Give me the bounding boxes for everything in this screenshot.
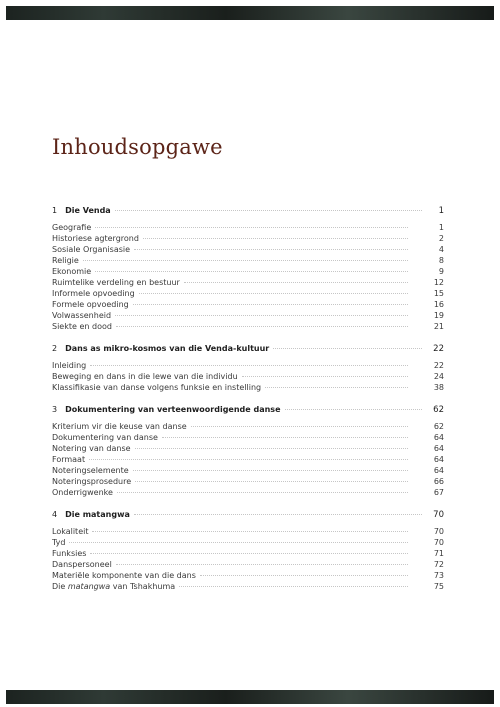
toc-entry-label: Geografie: [52, 223, 92, 232]
toc-entry-page: 70: [433, 527, 444, 536]
toc-entry[interactable]: [52, 421, 444, 432]
toc-entry-page: 71: [433, 549, 444, 558]
toc-entry-label: Formele opvoeding: [52, 300, 129, 309]
toc-entry[interactable]: [52, 371, 444, 382]
dot-leader: [92, 531, 408, 532]
toc-entry-label: Ruimtelike verdeling en bestuur: [52, 278, 180, 287]
toc-entry-label: Lokaliteit: [52, 527, 89, 536]
toc-entry-page: 9: [438, 267, 444, 276]
top-dark-band: [6, 6, 494, 20]
toc-entry[interactable]: [52, 222, 444, 233]
toc-entry[interactable]: [52, 299, 444, 310]
dot-leader: [265, 387, 408, 388]
toc-entry-label: Volwassenheid: [52, 311, 112, 320]
toc-entry-label: Formaat: [52, 455, 86, 464]
toc-entry-page: 8: [438, 256, 444, 265]
toc-entry-page: 73: [433, 571, 444, 580]
toc-entry-page: 21: [433, 322, 444, 331]
label-italic: matangwa: [67, 582, 111, 591]
chapter-title: Die Venda: [65, 206, 111, 215]
toc-entry-page: 66: [433, 477, 444, 486]
toc-entry[interactable]: [52, 548, 444, 559]
toc-entry-label: Noteringselemente: [52, 466, 129, 475]
toc-entry[interactable]: [52, 255, 444, 266]
chapter-number: 2: [52, 344, 58, 353]
chapter-heading[interactable]: [52, 205, 444, 217]
chapter-number: 4: [52, 510, 58, 519]
chapter-page: 70: [433, 510, 444, 520]
toc-entry-page: 15: [433, 289, 444, 298]
toc-entry[interactable]: [52, 382, 444, 393]
toc-entry-label: Funksies: [52, 549, 87, 558]
chapter-2: [52, 343, 444, 393]
label-suffix: van Tshakhuma: [112, 582, 176, 591]
bottom-dark-band: [6, 690, 494, 704]
dot-leader: [285, 409, 423, 410]
dot-leader: [135, 448, 408, 449]
toc-entry[interactable]: [52, 321, 444, 332]
dot-leader: [116, 326, 408, 327]
toc-entry-label: Notering van danse: [52, 444, 131, 453]
dot-leader: [134, 249, 408, 250]
toc-entry[interactable]: [52, 266, 444, 277]
dot-leader: [115, 210, 422, 211]
toc-entry[interactable]: [52, 465, 444, 476]
toc-entry-label: Informele opvoeding: [52, 289, 135, 298]
dot-leader: [95, 271, 408, 272]
toc-entry-page: 22: [433, 361, 444, 370]
toc-entry-page: 64: [433, 433, 444, 442]
toc-entry-label: Siekte en dood: [52, 322, 112, 331]
toc-entry-label: Religie: [52, 256, 79, 265]
toc-entry-label: Historiese agtergrond: [52, 234, 139, 243]
toc-entry[interactable]: [52, 443, 444, 454]
toc-entry-page: 64: [433, 466, 444, 475]
dot-leader: [143, 238, 408, 239]
toc-entry-page: 1: [438, 223, 444, 232]
dot-leader: [115, 315, 408, 316]
toc-entry-page: 19: [433, 311, 444, 320]
dot-leader: [83, 260, 408, 261]
chapter-1: [52, 205, 444, 332]
toc-entry-label: Onderrigwenke: [52, 488, 113, 497]
toc-entry[interactable]: [52, 526, 444, 537]
chapter-title: Die matangwa: [65, 510, 130, 519]
chapter-page: 62: [433, 405, 444, 415]
toc-entry-label: Klassifikasie van danse volgens funksie en instelling: [52, 383, 262, 392]
chapter-title: Dokumentering van verteenwoordigende danse: [65, 405, 281, 414]
toc-entry-page: 4: [438, 245, 444, 254]
toc-entry-label: Beweging en dans in die lewe van die individu: [52, 372, 238, 381]
chapter-heading[interactable]: [52, 509, 444, 521]
dot-leader: [134, 514, 422, 515]
toc-entry-label: Inleiding: [52, 361, 87, 370]
chapter-page: 22: [433, 344, 444, 354]
toc-entry-label: Kriterium vir die keuse van danse: [52, 422, 187, 431]
page-title: Inhoudsopgawe: [52, 135, 223, 159]
dot-leader: [69, 542, 408, 543]
dot-leader: [242, 376, 408, 377]
toc-entry-label: Noteringsprosedure: [52, 477, 132, 486]
dot-leader: [273, 348, 422, 349]
label-prefix: Die: [52, 582, 66, 591]
chapter-4: [52, 509, 444, 592]
toc-entry-label: Dokumentering van danse: [52, 433, 158, 442]
chapter-3: [52, 404, 444, 498]
toc-entry[interactable]: [52, 570, 444, 581]
dot-leader: [184, 282, 408, 283]
dot-leader: [162, 437, 408, 438]
chapter-heading[interactable]: [52, 404, 444, 416]
toc-entry-page: 62: [433, 422, 444, 431]
toc-entry[interactable]: [52, 277, 444, 288]
toc-entry[interactable]: [52, 233, 444, 244]
toc-entry[interactable]: [52, 581, 444, 592]
dot-leader: [139, 293, 408, 294]
toc-entry-label: Materiële komponente van die dans: [52, 571, 196, 580]
toc-entry[interactable]: [52, 432, 444, 443]
toc-entry[interactable]: [52, 537, 444, 548]
dot-leader: [90, 553, 408, 554]
toc-entry[interactable]: [52, 244, 444, 255]
dot-leader: [200, 575, 408, 576]
chapter-number: 3: [52, 405, 58, 414]
toc-entry-page: 12: [433, 278, 444, 287]
dot-leader: [135, 481, 408, 482]
toc-entry-page: 67: [433, 488, 444, 497]
dot-leader: [117, 492, 408, 493]
dot-leader: [179, 586, 408, 587]
dot-leader: [90, 365, 408, 366]
toc-entry[interactable]: [52, 454, 444, 465]
dot-leader: [191, 426, 408, 427]
toc-entry-label: [52, 581, 175, 592]
toc-entry-label: Danspersoneel: [52, 560, 112, 569]
toc-entry-page: 16: [433, 300, 444, 309]
toc-entry-page: 24: [433, 372, 444, 381]
dot-leader: [89, 459, 408, 460]
toc-entry[interactable]: [52, 487, 444, 498]
toc-entry-page: 70: [433, 538, 444, 547]
toc-entry-page: 64: [433, 455, 444, 464]
toc-entry-label: Ekonomie: [52, 267, 92, 276]
toc-entry-page: 64: [433, 444, 444, 453]
chapter-title: Dans as mikro-kosmos van die Venda-kultuur: [65, 344, 270, 353]
toc-entry[interactable]: [52, 360, 444, 371]
toc-entry-page: 75: [433, 582, 444, 591]
toc-entry-page: 38: [433, 383, 444, 392]
dot-leader: [133, 470, 408, 471]
toc-entry-page: 2: [438, 234, 444, 243]
chapter-page: 1: [438, 206, 444, 216]
toc-entry-label: Tyd: [52, 538, 66, 547]
dot-leader: [95, 227, 408, 228]
toc-entry[interactable]: [52, 476, 444, 487]
chapter-number: 1: [52, 206, 58, 215]
toc-entry[interactable]: [52, 310, 444, 321]
toc-entry-label: Sosiale Organisasie: [52, 245, 131, 254]
toc-entry[interactable]: [52, 288, 444, 299]
toc-entry[interactable]: [52, 559, 444, 570]
table-of-contents: [52, 205, 444, 603]
dot-leader: [116, 564, 408, 565]
chapter-heading[interactable]: [52, 343, 444, 355]
dot-leader: [133, 304, 408, 305]
toc-entry-page: 72: [433, 560, 444, 569]
